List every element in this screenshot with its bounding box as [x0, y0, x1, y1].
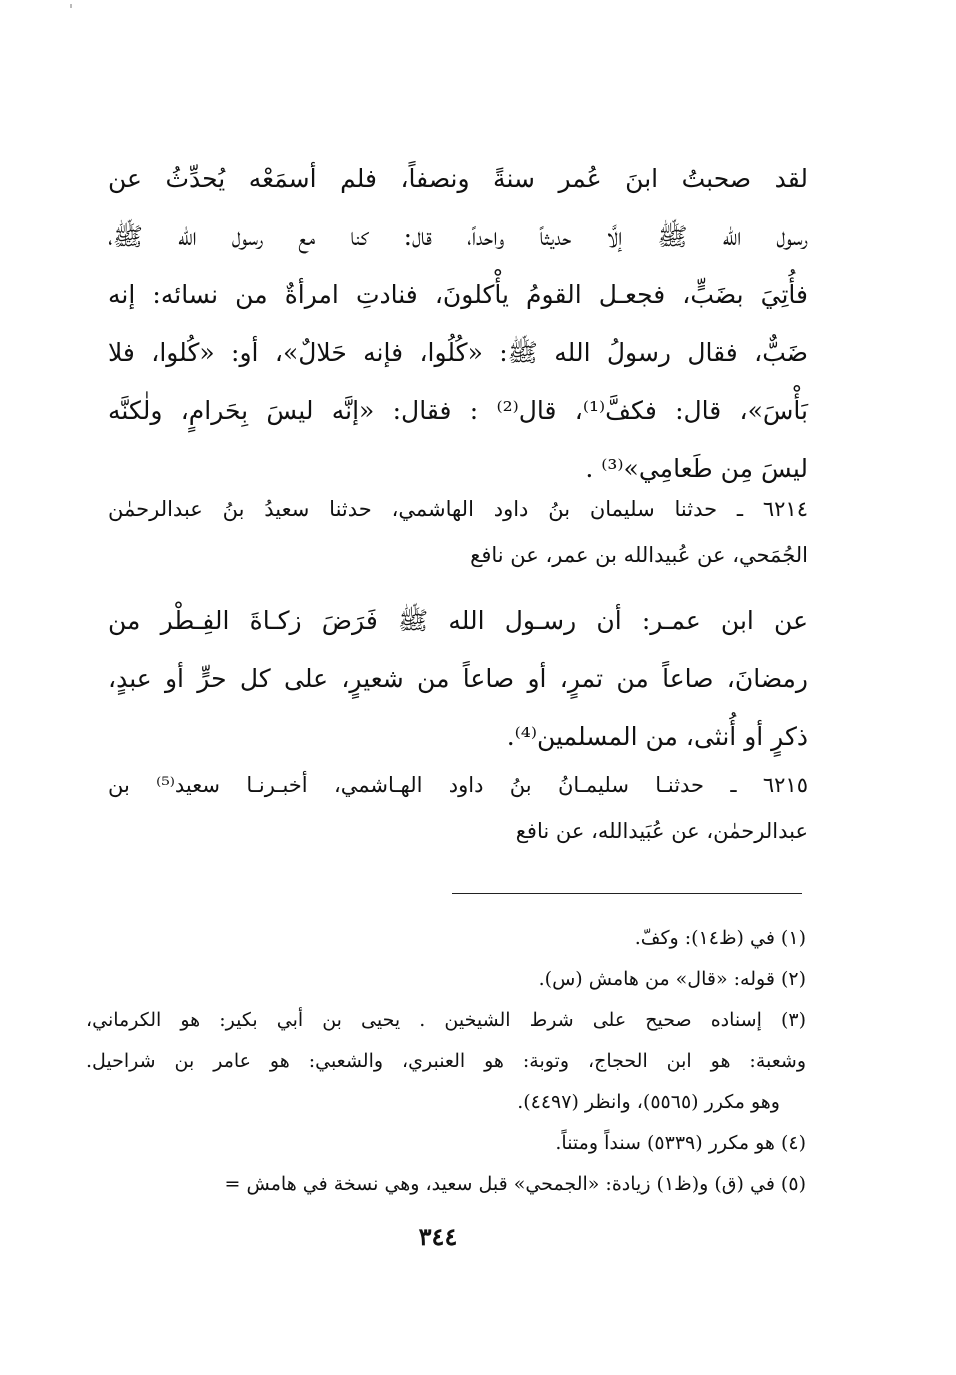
footnote-3-line-1: (٣) إسناده صحيح على شرط الشيخين . يحيى بن أبي بكير: هو الكرماني، — [86, 1009, 806, 1031]
footnote-3-line-3: وهو مكرر (٥٥٦٥)، وانظر (٤٤٩٧). — [517, 1091, 780, 1113]
text-line: ضَبٌّ، فقال رسولُ الله ﷺ: «كُلُوا، فإنه حَلالٌ»، أو: «كُلوا، فلا — [108, 338, 808, 367]
footnote-4: (٤) هو مكرر (٥٣٣٩) سنداً ومتناً. — [555, 1132, 806, 1154]
footnote-1: (١) في (ظ١٤): وكفّ. — [634, 927, 806, 949]
footnotes — [86, 918, 806, 1205]
hadith-text-6213 — [108, 150, 808, 498]
footnote-divider — [452, 893, 802, 894]
isnad-line: عبدالرحمٰن، عن عُبَيدالله، عن نافع — [515, 819, 808, 843]
isnad-line: ٦٢١٥ ـ حدثنـا سليمـانُ بنُ داود الهـاشمي، أخبـرنـا سعيد⁽⁵⁾ بن — [108, 773, 808, 797]
footnote-3-line-2: وشعبة: هو ابن الحجاج، وتوبة: هو العنبري، والشعبي: هو عامر بن شراحيل. — [86, 1050, 806, 1072]
isnad-line: ٦٢١٤ ـ حدثنا سليمان بنُ داود الهاشمي، حدثنا سعيدُ بنُ عبدالرحمٰن — [108, 497, 808, 521]
page-number: ٣٤٤ — [418, 1222, 458, 1251]
text-line: ذكرٍ أو أُنثى، من المسلمين⁽⁴⁾. — [506, 722, 808, 751]
isnad-line: الجُمَحي، عن عُبيدالله بن عمر، عن نافع — [470, 543, 808, 567]
footnote-5: (٥) في (ق) و(ظ١) زيادة: «الجمحي» قبل سعيد، وهي نسخة في هامش = — [224, 1173, 806, 1195]
text-line: بَأْسَ»، قال: فكفَّ⁽¹⁾، قال⁽²⁾ : فقال: «إنَّه ليسَ بِحَرامٍ، ولٰكنَّه — [108, 396, 809, 425]
text-line: لقد صحبتُ ابنَ عُمر سنةً ونصفاً، فلم أسمَعْه يُحدِّثُ عن — [108, 164, 808, 193]
hadith-text-6214 — [108, 592, 808, 766]
text-line: رمضانَ، صاعاً من تمرٍ، أو صاعاً من شعيرٍ، على كل حرٍّ أو عبدٍ، — [108, 664, 808, 693]
isnad-6214 — [108, 486, 808, 578]
text-line: رسول الله ﷺ إلَّا حديثاً واحداً، قال: كنا مع رسول الله ﷺ، — [108, 222, 808, 251]
footnote-2: (٢) قوله: «قال» من هامش (س). — [538, 968, 806, 990]
text-line: فأُتِيَ بضَبٍّ، فجعـل القومُ يأْكلونَ، فنادتِ امرأةٌ من نسائه: إنه — [108, 280, 808, 309]
text-line: ليسَ مِن طَعامِي»⁽³⁾ . — [585, 454, 808, 483]
isnad-6215 — [108, 762, 808, 854]
text-line: عن ابن عمـر: أن رسـول الله ﷺ فَرَضَ زكـاةَ الفِـطْر من — [108, 606, 808, 635]
scan-speck — [70, 4, 72, 8]
